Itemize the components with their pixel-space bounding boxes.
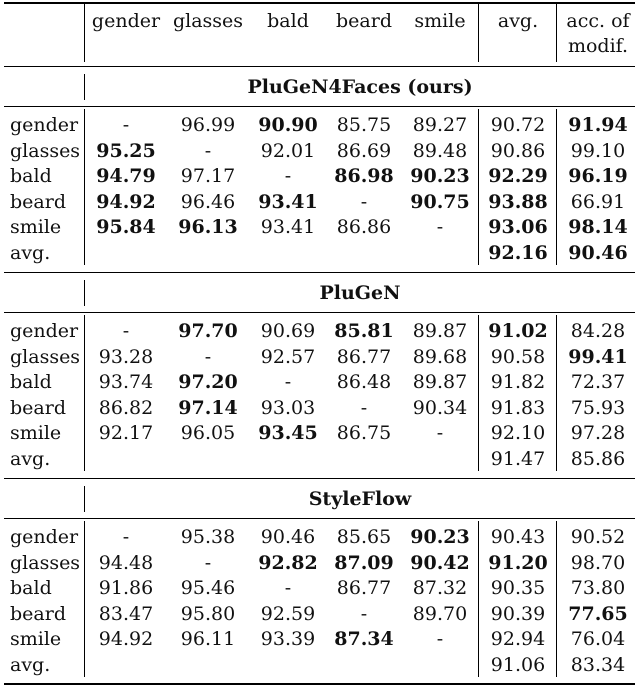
table-cell: - xyxy=(360,396,368,419)
table-cell: 86.82 xyxy=(98,396,154,419)
table-cell: 92.59 xyxy=(260,602,316,625)
table-cell: 92.16 xyxy=(488,242,548,264)
table-cell: 89.87 xyxy=(412,371,468,394)
table-cell: 77.65 xyxy=(568,602,628,625)
table-cell: 91.20 xyxy=(488,551,548,574)
section-title-divider xyxy=(84,280,85,306)
table-cell: 94.48 xyxy=(98,551,154,574)
table-cell: 89.48 xyxy=(412,139,468,162)
table-cell: 87.09 xyxy=(334,551,394,574)
table-cell: - xyxy=(284,165,292,188)
col-header-avg: avg. xyxy=(497,10,539,32)
section-rule xyxy=(4,478,635,479)
table-cell: 90.39 xyxy=(490,602,546,625)
row-label: smile xyxy=(10,422,62,445)
table-cell: 73.80 xyxy=(570,577,626,600)
table-cell: - xyxy=(436,422,444,445)
table-cell: 95.38 xyxy=(180,526,236,548)
column-divider xyxy=(84,521,85,677)
table-cell: 87.32 xyxy=(412,577,468,600)
table-cell: 98.70 xyxy=(570,551,626,574)
col-header-gender: gender xyxy=(91,10,161,32)
table-cell: 90.90 xyxy=(258,114,318,136)
row-label: glasses xyxy=(10,551,81,574)
table-cell: - xyxy=(122,114,130,136)
table-cell: 90.35 xyxy=(490,577,546,600)
column-divider xyxy=(478,315,479,471)
table-cell: 89.87 xyxy=(412,320,468,342)
table-cell: 66.91 xyxy=(570,190,626,213)
row-label: beard xyxy=(10,602,66,625)
section-rule xyxy=(4,66,635,67)
table-cell: 95.80 xyxy=(180,602,236,625)
table-cell: 91.02 xyxy=(488,320,548,342)
table-cell: 90.46 xyxy=(260,526,316,548)
table-cell: - xyxy=(284,577,292,600)
table-cell: 93.06 xyxy=(488,216,548,239)
table-cell: 92.17 xyxy=(98,422,154,445)
table-cell: 96.11 xyxy=(180,628,236,651)
table-cell: 97.17 xyxy=(180,165,236,188)
table-cell: 86.77 xyxy=(336,345,392,368)
section-title: PluGeN xyxy=(319,282,401,304)
table-cell: 90.23 xyxy=(410,526,470,548)
table-cell: - xyxy=(360,190,368,213)
table-cell: - xyxy=(122,526,130,548)
table-cell: - xyxy=(204,139,212,162)
table-cell: 92.57 xyxy=(260,345,316,368)
table-cell: 83.47 xyxy=(98,602,154,625)
table-cell: 91.94 xyxy=(568,114,628,136)
row-label: smile xyxy=(10,628,62,651)
row-label: avg. xyxy=(10,448,51,470)
row-label: bald xyxy=(10,371,52,394)
table-cell: 93.39 xyxy=(260,628,316,651)
table-cell: 93.41 xyxy=(260,216,316,239)
section-title-divider xyxy=(84,486,85,512)
row-label: avg. xyxy=(10,242,51,264)
table-cell: 97.70 xyxy=(178,320,238,342)
table-cell: 85.75 xyxy=(336,114,392,136)
row-label: bald xyxy=(10,577,52,600)
top-rule xyxy=(4,2,635,4)
col-header-bald: bald xyxy=(267,10,309,32)
table-cell: 89.70 xyxy=(412,602,468,625)
col-header-smile: smile xyxy=(414,10,466,32)
header-divider xyxy=(556,3,557,62)
table-cell: 92.01 xyxy=(260,139,316,162)
table-cell: 92.29 xyxy=(488,165,548,188)
row-label: bald xyxy=(10,165,52,188)
column-divider xyxy=(478,109,479,265)
table-cell: 83.34 xyxy=(570,654,626,676)
table-cell: 85.65 xyxy=(336,526,392,548)
table-cell: 75.93 xyxy=(570,396,626,419)
table-cell: 90.34 xyxy=(412,396,468,419)
col-header-acc-line1: acc. of xyxy=(566,10,630,32)
table-cell: 94.92 xyxy=(98,628,154,651)
table-cell: - xyxy=(284,371,292,394)
section-title: PluGeN4Faces (ours) xyxy=(247,76,473,98)
table-cell: 86.98 xyxy=(334,165,394,188)
table-cell: 96.05 xyxy=(180,422,236,445)
table-cell: 86.48 xyxy=(336,371,392,394)
table-cell: 92.10 xyxy=(490,422,546,445)
col-header-beard: beard xyxy=(336,10,392,32)
table-cell: 90.23 xyxy=(410,165,470,188)
table-cell: 90.75 xyxy=(410,190,470,213)
table-cell: 89.68 xyxy=(412,345,468,368)
table-cell: 93.88 xyxy=(488,190,548,213)
table-cell: - xyxy=(360,602,368,625)
table-cell: 93.74 xyxy=(98,371,154,394)
table-cell: 99.10 xyxy=(570,139,626,162)
table-cell: 91.06 xyxy=(490,654,546,676)
table-cell: 92.82 xyxy=(258,551,318,574)
table-cell: 90.46 xyxy=(568,242,628,264)
table-cell: 95.84 xyxy=(96,216,156,239)
column-divider xyxy=(556,521,557,677)
table-cell: 90.86 xyxy=(490,139,546,162)
table-cell: 87.34 xyxy=(334,628,394,651)
section-title: StyleFlow xyxy=(308,488,412,510)
table-cell: 97.28 xyxy=(570,422,626,445)
table-cell: 90.52 xyxy=(570,526,626,548)
table-cell: 93.41 xyxy=(258,190,318,213)
table-cell: 86.77 xyxy=(336,577,392,600)
header-divider xyxy=(478,3,479,62)
table-cell: 96.99 xyxy=(180,114,236,136)
section-rule xyxy=(4,518,635,519)
table-cell: 89.27 xyxy=(412,114,468,136)
row-label: avg. xyxy=(10,654,51,676)
table-cell: 91.82 xyxy=(490,371,546,394)
table-cell: 86.75 xyxy=(336,422,392,445)
section-rule xyxy=(4,312,635,313)
row-label: glasses xyxy=(10,139,81,162)
row-label: glasses xyxy=(10,345,81,368)
column-divider xyxy=(556,109,557,265)
table-cell: 90.69 xyxy=(260,320,316,342)
col-header-acc-line2: modif. xyxy=(567,35,629,57)
table-cell: 96.19 xyxy=(568,165,628,188)
table-cell: 92.94 xyxy=(490,628,546,651)
row-label: gender xyxy=(10,114,79,136)
table-cell: 91.86 xyxy=(98,577,154,600)
column-divider xyxy=(84,315,85,471)
table-cell: 90.43 xyxy=(490,526,546,548)
row-label: gender xyxy=(10,320,79,342)
table-cell: - xyxy=(436,628,444,651)
column-divider xyxy=(478,521,479,677)
table-cell: 90.72 xyxy=(490,114,546,136)
table-cell: 97.14 xyxy=(178,396,238,419)
bottom-rule xyxy=(4,683,635,685)
table-cell: 96.46 xyxy=(180,190,236,213)
section-rule xyxy=(4,106,635,107)
table-cell: 96.13 xyxy=(178,216,238,239)
table-cell: 97.20 xyxy=(178,371,238,394)
table-cell: 91.47 xyxy=(490,448,546,470)
section-title-divider xyxy=(84,74,85,100)
row-label: beard xyxy=(10,396,66,419)
column-divider xyxy=(84,109,85,265)
table-cell: 94.92 xyxy=(96,190,156,213)
table-cell: 84.28 xyxy=(570,320,626,342)
table-cell: 98.14 xyxy=(568,216,628,239)
table-cell: 93.03 xyxy=(260,396,316,419)
table-cell: - xyxy=(204,345,212,368)
row-label: smile xyxy=(10,216,62,239)
table-cell: 90.58 xyxy=(490,345,546,368)
table-cell: 99.41 xyxy=(568,345,628,368)
section-rule xyxy=(4,272,635,273)
table-cell: 85.81 xyxy=(334,320,394,342)
table-cell: 76.04 xyxy=(570,628,626,651)
row-label: gender xyxy=(10,526,79,548)
table-cell: - xyxy=(204,551,212,574)
table-cell: 95.46 xyxy=(180,577,236,600)
table-cell: 93.45 xyxy=(258,422,318,445)
header-divider xyxy=(84,3,85,62)
table-cell: 85.86 xyxy=(570,448,626,470)
table-cell: 86.86 xyxy=(336,216,392,239)
table-cell: 72.37 xyxy=(570,371,626,394)
col-header-glasses: glasses xyxy=(172,10,244,32)
table-cell: 95.25 xyxy=(96,139,156,162)
table-cell: - xyxy=(122,320,130,342)
table-cell: - xyxy=(436,216,444,239)
table-cell: 86.69 xyxy=(336,139,392,162)
table-cell: 91.83 xyxy=(490,396,546,419)
column-divider xyxy=(556,315,557,471)
table-cell: 93.28 xyxy=(98,345,154,368)
row-label: beard xyxy=(10,190,66,213)
table-cell: 90.42 xyxy=(410,551,470,574)
table-cell: 94.79 xyxy=(96,165,156,188)
